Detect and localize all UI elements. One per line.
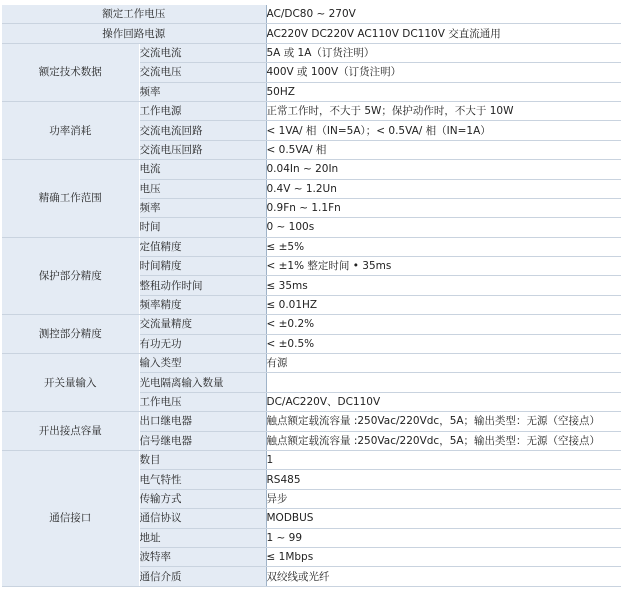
spec-row — [2, 101, 621, 120]
spec-item-label: 工作电源 — [139, 101, 266, 120]
spec-row — [2, 160, 621, 179]
spec-item-label: 光电隔离输入数量 — [139, 373, 266, 392]
spec-value: ≤ 1Mbps — [266, 547, 621, 566]
spec-item-label: 交流量精度 — [139, 315, 266, 334]
spec-item-label: 定值精度 — [139, 237, 266, 256]
spec-table-body — [2, 5, 621, 586]
spec-item-label: 电流 — [139, 160, 266, 179]
spec-row — [2, 24, 621, 43]
spec-value: RS485 — [266, 470, 621, 489]
spec-value: < ±1% 整定时间 • 35ms — [266, 257, 621, 276]
spec-value: 0 ~ 100s — [266, 218, 621, 237]
spec-row — [2, 315, 621, 334]
spec-value: MODBUS — [266, 509, 621, 528]
spec-value: 0.04In ~ 20In — [266, 160, 621, 179]
spec-item-label: 通信介质 — [139, 567, 266, 586]
spec-group-label: 功率消耗 — [2, 101, 139, 159]
spec-item-label: 时间精度 — [139, 257, 266, 276]
spec-value: 1 ~ 99 — [266, 528, 621, 547]
spec-item-label: 交流电压 — [139, 63, 266, 82]
spec-item-label: 有功无功 — [139, 334, 266, 353]
spec-item-label: 整租动作时间 — [139, 276, 266, 295]
spec-item-label: 交流电压回路 — [139, 140, 266, 159]
spec-value: 异步 — [266, 489, 621, 508]
spec-group-label: 保护部分精度 — [2, 237, 139, 315]
spec-value — [266, 373, 621, 392]
spec-item-label: 频率 — [139, 198, 266, 217]
spec-value: < ±0.2% — [266, 315, 621, 334]
spec-item-label: 输入类型 — [139, 354, 266, 373]
spec-value: 5A 或 1A（订货注明） — [266, 43, 621, 62]
spec-item-label: 地址 — [139, 528, 266, 547]
spec-value: 双绞线或光纤 — [266, 567, 621, 586]
spec-value: 0.4V ~ 1.2Un — [266, 179, 621, 198]
spec-group-label: 精确工作范围 — [2, 160, 139, 238]
spec-item-label: 出口继电器 — [139, 412, 266, 431]
spec-row — [2, 5, 621, 24]
spec-group-label: 开关量输入 — [2, 354, 139, 412]
spec-value: AC220V DC220V AC110V DC110V 交直流通用 — [266, 24, 621, 43]
spec-group-label: 额定工作电压 — [2, 5, 266, 24]
spec-value: < ±0.5% — [266, 334, 621, 353]
spec-row — [2, 43, 621, 62]
spec-item-label: 电压 — [139, 179, 266, 198]
spec-value: 触点额定载流容量 :250Vac/220Vdc，5A；输出类型：无源（空接点） — [266, 412, 621, 431]
spec-group-label: 额定技术数据 — [2, 43, 139, 101]
spec-row — [2, 450, 621, 469]
spec-value: ≤ 35ms — [266, 276, 621, 295]
spec-row — [2, 354, 621, 373]
spec-item-label: 传输方式 — [139, 489, 266, 508]
spec-item-label: 频率 — [139, 82, 266, 101]
spec-value: ≤ 0.01HZ — [266, 295, 621, 314]
spec-group-label: 操作回路电源 — [2, 24, 266, 43]
spec-value: 0.9Fn ~ 1.1Fn — [266, 198, 621, 217]
spec-item-label: 工作电压 — [139, 392, 266, 411]
spec-value: < 0.5VA/ 相 — [266, 140, 621, 159]
spec-value: < 1VA/ 相（IN=5A）；< 0.5VA/ 相（IN=1A） — [266, 121, 621, 140]
spec-value: 触点额定载流容量 :250Vac/220Vdc，5A；输出类型：无源（空接点） — [266, 431, 621, 450]
spec-group-label: 通信接口 — [2, 450, 139, 586]
spec-value: DC/AC220V、DC110V — [266, 392, 621, 411]
spec-value: 50HZ — [266, 82, 621, 101]
spec-item-label: 通信协议 — [139, 509, 266, 528]
spec-value: 正常工作时，不大于 5W；保护动作时，不大于 10W — [266, 101, 621, 120]
spec-group-label: 测控部分精度 — [2, 315, 139, 354]
spec-item-label: 频率精度 — [139, 295, 266, 314]
spec-value: 400V 或 100V（订货注明） — [266, 63, 621, 82]
spec-item-label: 交流电流回路 — [139, 121, 266, 140]
spec-item-label: 交流电流 — [139, 43, 266, 62]
spec-value: 1 — [266, 450, 621, 469]
spec-row — [2, 412, 621, 431]
spec-value: AC/DC80 ~ 270V — [266, 5, 621, 24]
spec-item-label: 波特率 — [139, 547, 266, 566]
spec-item-label: 信号继电器 — [139, 431, 266, 450]
spec-row — [2, 237, 621, 256]
spec-value: ≤ ±5% — [266, 237, 621, 256]
spec-group-label: 开出接点容量 — [2, 412, 139, 451]
spec-item-label: 电气特性 — [139, 470, 266, 489]
spec-item-label: 时间 — [139, 218, 266, 237]
spec-item-label: 数目 — [139, 450, 266, 469]
spec-table — [2, 5, 621, 587]
spec-value: 有源 — [266, 354, 621, 373]
